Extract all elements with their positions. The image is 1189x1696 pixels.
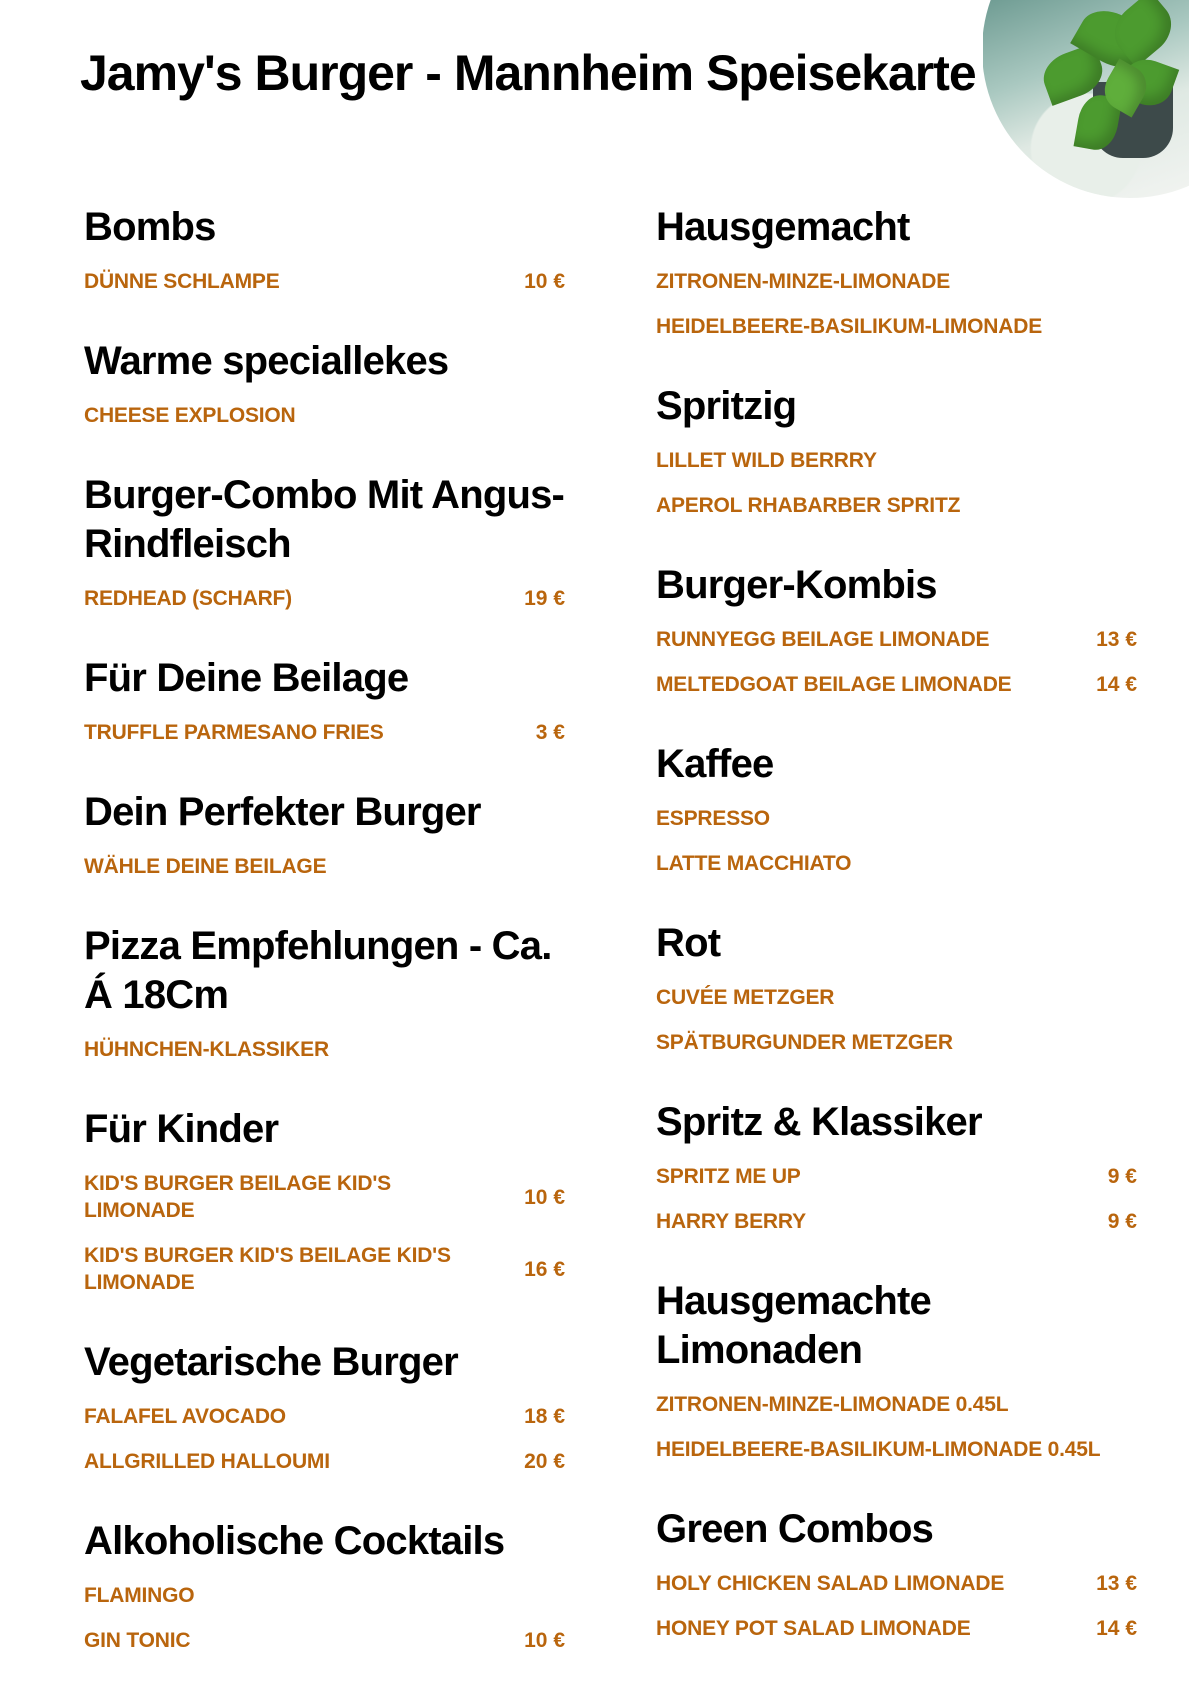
section-heading: Burger-Kombis — [656, 563, 937, 607]
item-name: LATTE MACCHIATO — [656, 852, 852, 875]
menu-item — [656, 1199, 1137, 1244]
item-price: 14 € — [1096, 673, 1137, 696]
item-price: 19 € — [524, 587, 565, 610]
item-price: 14 € — [1096, 1617, 1137, 1640]
section-heading: Pizza Empfehlungen - Ca. Á 18Cm — [84, 924, 552, 1017]
menu-item — [84, 710, 565, 755]
item-price: 18 € — [524, 1405, 565, 1428]
item-name: CHEESE EXPLOSION — [84, 404, 296, 427]
item-price: 13 € — [1096, 628, 1137, 651]
menu-section — [84, 1517, 565, 1663]
menu-item — [84, 576, 565, 621]
section-heading: Vegetarische Burger — [84, 1340, 458, 1384]
menu-item — [656, 1427, 1137, 1472]
menu-section — [656, 740, 1137, 886]
menu-section — [84, 203, 565, 304]
item-name: DÜNNE SCHLAMPE — [84, 270, 280, 293]
item-name: FLAMINGO — [84, 1584, 195, 1607]
item-name: FALAFEL AVOCADO — [84, 1405, 286, 1428]
item-name: RUNNYEGG BEILAGE LIMONADE — [656, 628, 990, 651]
item-name: GIN TONIC — [84, 1629, 191, 1652]
item-price: 10 € — [524, 1185, 565, 1209]
menu-item — [656, 975, 1137, 1020]
menu-item — [84, 1161, 565, 1233]
menu-item — [656, 259, 1137, 304]
item-name: HEIDELBEERE-BASILIKUM-LIMONADE 0.45L — [656, 1438, 1101, 1461]
menu-item — [656, 483, 1137, 528]
section-heading: Warme speciallekes — [84, 339, 449, 383]
section-heading: Für Deine Beilage — [84, 656, 409, 700]
menu-section — [656, 919, 1137, 1065]
menu-item — [84, 1618, 565, 1663]
menu-column-left — [84, 203, 565, 1696]
menu-section — [84, 654, 565, 755]
item-name: KID'S BURGER KID'S BEILAGE KID'S LIMONADE — [84, 1244, 451, 1294]
page-title: Jamy's Burger - Mannheim Speisekarte — [80, 45, 976, 101]
item-name: HARRY BERRY — [656, 1210, 806, 1233]
menu-section — [84, 788, 565, 889]
menu-column-right — [656, 203, 1137, 1684]
menu-item — [656, 796, 1137, 841]
menu-item — [656, 304, 1137, 349]
menu-item — [84, 1573, 565, 1618]
menu-item — [656, 1561, 1137, 1606]
menu-item — [656, 662, 1137, 707]
item-name: SPÄTBURGUNDER METZGER — [656, 1031, 953, 1054]
item-price: 10 € — [524, 270, 565, 293]
menu-section — [656, 203, 1137, 349]
menu-item — [656, 1606, 1137, 1651]
item-name: SPRITZ ME UP — [656, 1165, 801, 1188]
section-heading: Spritzig — [656, 384, 797, 428]
menu-section — [84, 471, 565, 621]
menu-section — [84, 1105, 565, 1305]
menu-item — [84, 393, 565, 438]
item-name: KID'S BURGER BEILAGE KID'S LIMONADE — [84, 1172, 391, 1222]
menu-item — [84, 1439, 565, 1484]
item-name: LILLET WILD BERRRY — [656, 449, 877, 472]
section-heading: Rot — [656, 921, 721, 965]
item-name: ZITRONEN-MINZE-LIMONADE — [656, 270, 951, 293]
menu-section — [84, 922, 565, 1072]
menu-item — [656, 1154, 1137, 1199]
menu-section — [656, 382, 1137, 528]
item-name: HOLY CHICKEN SALAD LIMONADE — [656, 1572, 1005, 1595]
section-heading: Dein Perfekter Burger — [84, 790, 481, 834]
item-name: WÄHLE DEINE BEILAGE — [84, 855, 327, 878]
item-price: 10 € — [524, 1629, 565, 1652]
item-name: TRUFFLE PARMESANO FRIES — [84, 721, 384, 744]
item-name: HEIDELBEERE-BASILIKUM-LIMONADE — [656, 315, 1042, 338]
item-price: 3 € — [535, 721, 565, 744]
menu-item — [84, 1394, 565, 1439]
section-heading: Spritz & Klassiker — [656, 1100, 982, 1144]
menu-item — [84, 1233, 565, 1305]
menu-item — [656, 617, 1137, 662]
item-price: 9 € — [1107, 1210, 1137, 1233]
menu-section — [656, 1277, 1137, 1472]
item-name: HÜHNCHEN-KLASSIKER — [84, 1038, 329, 1061]
menu-item — [656, 841, 1137, 886]
item-name: REDHEAD (SCHARF) — [84, 587, 292, 610]
item-name: ESPRESSO — [656, 807, 770, 830]
menu-section — [84, 337, 565, 438]
item-name: MELTEDGOAT BEILAGE LIMONADE — [656, 673, 1012, 696]
menu-item — [84, 259, 565, 304]
menu-item — [656, 438, 1137, 483]
menu-item — [84, 844, 565, 889]
menu-item — [656, 1382, 1137, 1427]
item-name: ALLGRILLED HALLOUMI — [84, 1450, 330, 1473]
mint-plant-photo — [983, 0, 1189, 198]
section-heading: Alkoholische Cocktails — [84, 1519, 505, 1563]
section-heading: Hausgemacht — [656, 205, 910, 249]
section-heading: Hausgemachte Limonaden — [656, 1279, 931, 1372]
menu-section — [84, 1338, 565, 1484]
item-price: 13 € — [1096, 1572, 1137, 1595]
section-heading: Green Combos — [656, 1507, 934, 1551]
menu-section — [656, 1098, 1137, 1244]
menu-item — [84, 1027, 565, 1072]
menu-section — [656, 1505, 1137, 1651]
section-heading: Burger-Combo Mit Angus-Rindfleisch — [84, 473, 565, 566]
item-price: 9 € — [1107, 1165, 1137, 1188]
item-name: HONEY POT SALAD LIMONADE — [656, 1617, 971, 1640]
item-name: APEROL RHABARBER SPRITZ — [656, 494, 961, 517]
menu-section — [656, 561, 1137, 707]
item-price: 16 € — [524, 1257, 565, 1281]
section-heading: Für Kinder — [84, 1107, 279, 1151]
item-name: CUVÉE METZGER — [656, 986, 835, 1009]
section-heading: Kaffee — [656, 742, 774, 786]
item-price: 20 € — [524, 1450, 565, 1473]
item-name: ZITRONEN-MINZE-LIMONADE 0.45L — [656, 1393, 1009, 1416]
menu-item — [656, 1020, 1137, 1065]
section-heading: Bombs — [84, 205, 216, 249]
